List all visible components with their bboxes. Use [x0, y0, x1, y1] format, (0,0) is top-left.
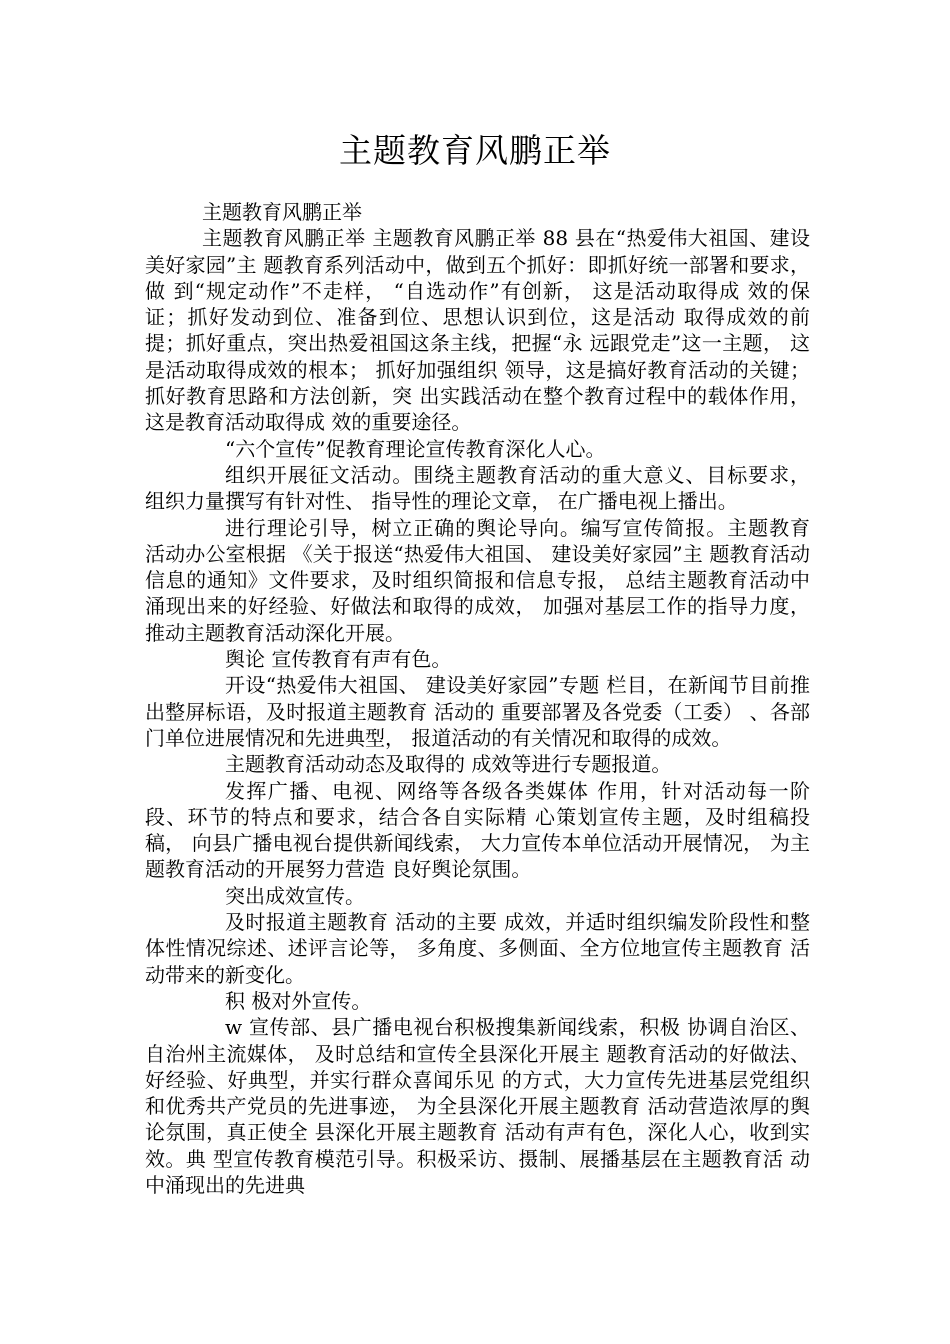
- paragraph-special-report: 主题教育活动动态及取得的 成效等进行专题报道。: [225, 752, 672, 777]
- document-title: 主题教育风鹏正举: [339, 131, 611, 170]
- paragraph-essay-activity: 组织开展征文活动。围绕主题教育活动的重大意义、目标要求， 组织力量撰写有针对性、 指导性的理论文章， 在广播电视上播出。: [145, 462, 810, 514]
- document-subtitle: 主题教育风鹏正举: [202, 200, 362, 224]
- paragraph-heading-public-opinion: 舆论 宣传教育有声有色。: [225, 647, 452, 672]
- paragraph-heading-results: 突出成效宣传。: [225, 883, 365, 908]
- paragraph-heading-external: 积 极对外宣传。: [225, 988, 372, 1013]
- paragraph-external-publicity: w 宣传部、县广播电视台积极搜集新闻线索，积极 协调自治区、 自治州主流媒体， 及时总结和宣传全县深化开展主 题教育活动的好做法、好经验、好典型，并实行群众喜闻乐见 的方式，大力宣传先进基层党组织和优秀共产党员的先进事迹， 为全县深化开展主题教育 活动营造浓厚的舆论氛围，真正使全 县深化开展主题教育 活动有声有色，深化人心，收到实效。典 型宣传教育模范引导。积极采访、摄制、展播基层在主题教育活 动中涌现出的先进典: [145, 1015, 810, 1197]
- paragraph-timely-report: 及时报道主题教育 活动的主要 成效，并适时组织编发阶段性和整体性情况综述、述评言论等， 多角度、多侧面、全方位地宣传主题教育 活动带来的新变化。: [145, 910, 810, 987]
- paragraph-special-column: 开设“热爱伟大祖国、 建设美好家园”专题 栏目，在新闻节目前推出整屏标语，及时报道主题教育 活动的 重要部署及各党委（工委） 、各部门单位进展情况和先进典型， 报道活动的有关情况和取得的成效。: [145, 673, 810, 750]
- paragraph-media-role: 发挥广播、电视、网络等各级各类媒体 作用，针对活动每一阶段、环节的特点和要求，结合各自实际精 心策划宣传主题，及时组稿投稿， 向县广播电视台提供新闻线索， 大力宣传本单位活动开展情况， 为主题教育活动的开展努力营造 良好舆论氛围。: [145, 778, 810, 882]
- paragraph-heading-six-publicity: “六个宣传”促教育理论宣传教育深化人心。: [225, 436, 606, 461]
- document-body: [145, 199, 810, 1198]
- paragraph-intro: 主题教育风鹏正举 主题教育风鹏正举 88 县在“热爱伟大祖国、建设美好家园”主 题教育系列活动中，做到五个抓好：即抓好统一部署和要求，做 到“规定动作”不走样， “自选动作”有创新， 这是活动取得成 效的保证；抓好发动到位、准备到位、思想认识到位，这是活动 取得成效的前提；抓好重点，突出热爱祖国这条主线，把握“永 远跟党走”这一主题， 这是活动取得成效的根本； 抓好加强组织 领导，这是搞好教育活动的关键；抓好教育思路和方法创新，突 出实践活动在整个教育过程中的载体作用， 这是教育活动取得成 效的重要途径。: [145, 226, 810, 435]
- paragraph-theory-guidance: 进行理论引导，树立正确的舆论导向。编写宣传简报。主题教育 活动办公室根据 《关于报送“热爱伟大祖国、 建设美好家园”主 题教育活动信息的通知》文件要求，及时组织简报和信息专报， 总结主题教育活动中涌现出来的好经验、好做法和取得的成效， 加强对基层工作的指导力度， 推动主题教育活动深化开展。: [145, 515, 810, 645]
